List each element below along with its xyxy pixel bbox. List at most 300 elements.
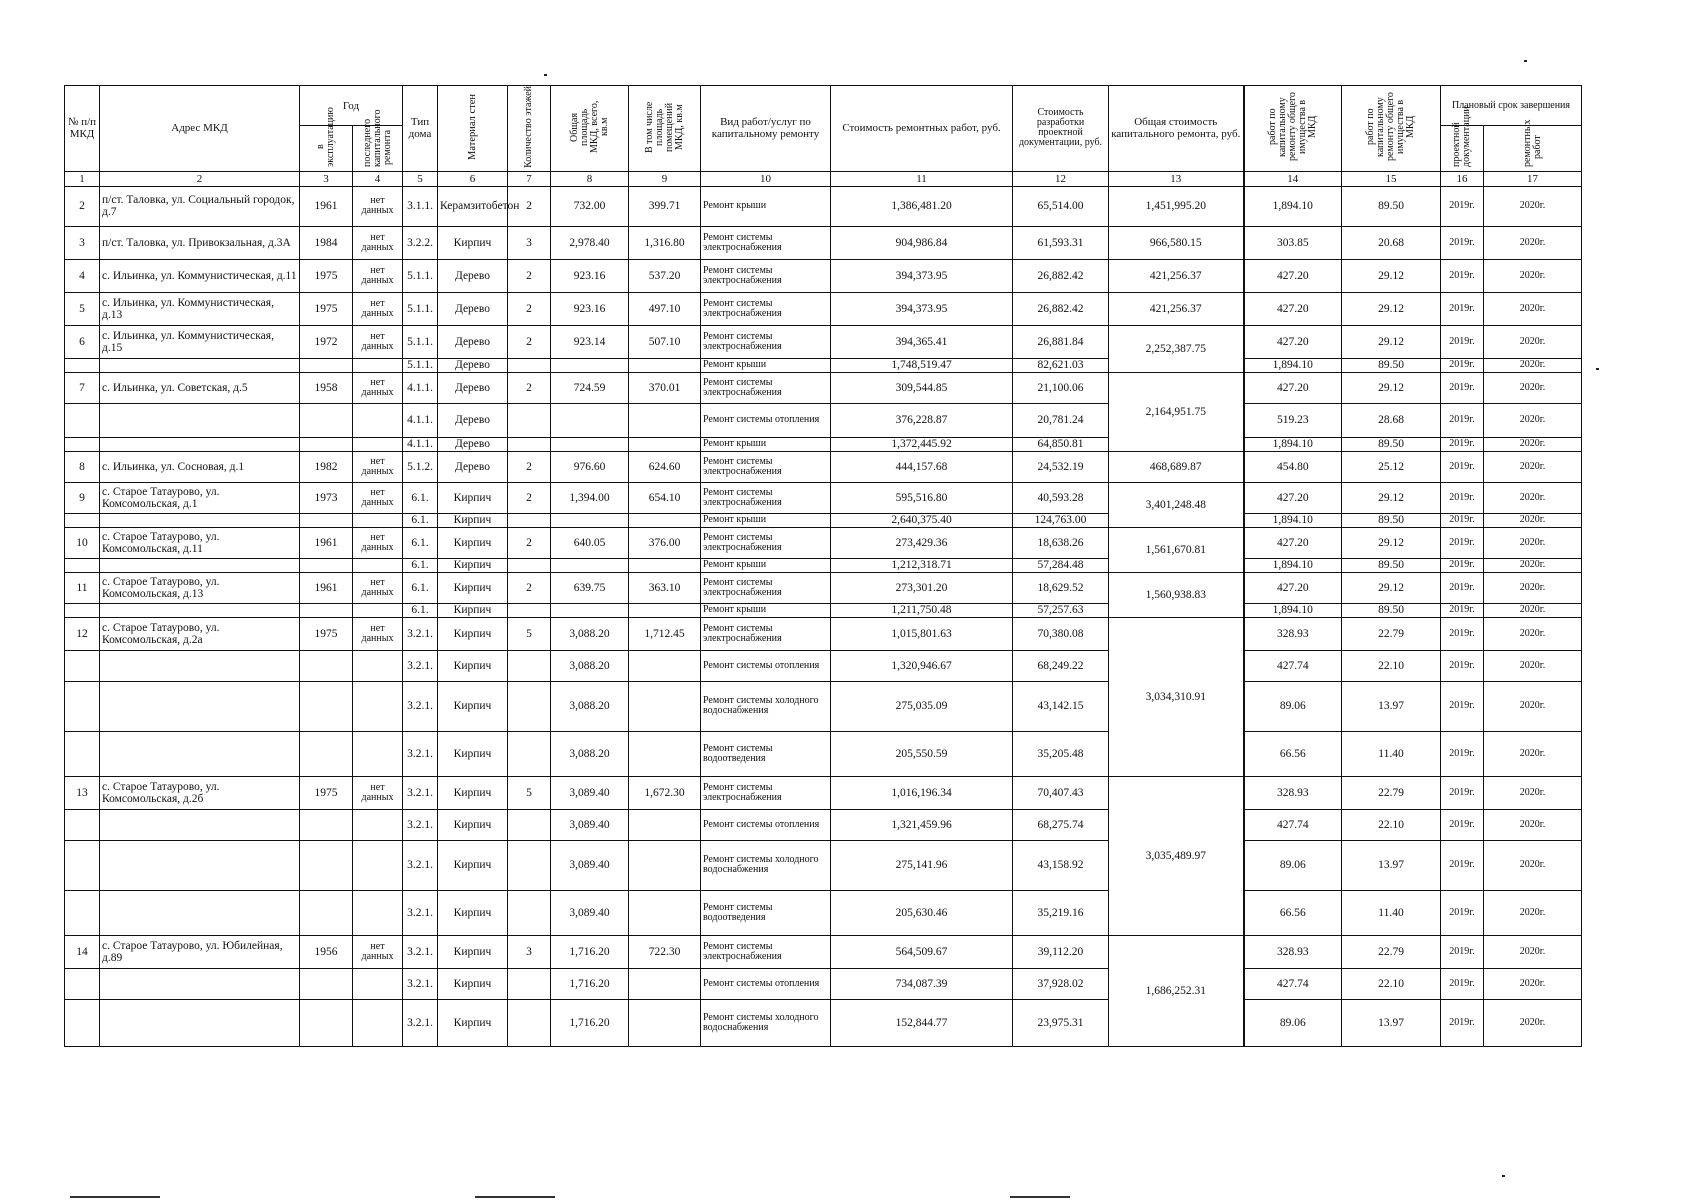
total-area-cell — [551, 558, 629, 572]
design-cost-cell: 43,158.92 — [1013, 840, 1109, 890]
plan-design-cell: 2019г. — [1441, 999, 1484, 1046]
total-area-cell: 923.14 — [551, 325, 629, 358]
address-cell: с. Ильинка, ул. Советская, д.5 — [100, 372, 300, 403]
table-row — [65, 935, 1582, 968]
row-number — [65, 840, 100, 890]
address-cell — [100, 358, 300, 372]
row-number — [65, 358, 100, 372]
unit-cost-1-cell: 1,894.10 — [1244, 603, 1342, 617]
column-number: 5 — [403, 171, 438, 186]
house-type-cell: 5.1.1. — [403, 259, 438, 292]
material-cell: Кирпич — [438, 935, 508, 968]
living-area-cell: 1,712.45 — [629, 617, 701, 650]
table-row — [65, 809, 1582, 840]
house-type-cell: 6.1. — [403, 482, 438, 513]
year-last-cell — [353, 558, 403, 572]
plan-design-cell: 2019г. — [1441, 437, 1484, 451]
unit-cost-2-cell: 29.12 — [1342, 372, 1441, 403]
address-cell — [100, 809, 300, 840]
repair-cost-cell: 309,544.85 — [831, 372, 1013, 403]
material-cell: Кирпич — [438, 650, 508, 681]
total-area-cell: 923.16 — [551, 259, 629, 292]
repair-schedule-sheet — [64, 85, 1581, 1047]
address-cell — [100, 681, 300, 731]
repair-cost-cell: 394,373.95 — [831, 292, 1013, 325]
header-total-cost: Общая стоимость капитального ремонта, руб. — [1109, 86, 1244, 172]
living-area-cell: 722.30 — [629, 935, 701, 968]
unit-cost-2-cell: 89.50 — [1342, 513, 1441, 527]
plan-design-cell: 2019г. — [1441, 292, 1484, 325]
year-exp-cell — [300, 513, 353, 527]
unit-cost-2-cell: 29.12 — [1342, 527, 1441, 558]
plan-design-cell: 2019г. — [1441, 451, 1484, 482]
unit-cost-2-cell: 20.68 — [1342, 226, 1441, 259]
floors-cell: 5 — [508, 776, 551, 809]
header-plan-work: ремонтных работ — [1484, 126, 1582, 171]
plan-design-cell: 2019г. — [1441, 603, 1484, 617]
repair-cost-cell: 1,372,445.92 — [831, 437, 1013, 451]
floors-cell — [508, 840, 551, 890]
material-cell: Керамзитобетон — [438, 186, 508, 226]
house-type-cell: 3.2.1. — [403, 650, 438, 681]
unit-cost-1-cell: 1,894.10 — [1244, 186, 1342, 226]
repair-cost-cell: 1,016,196.34 — [831, 776, 1013, 809]
plan-work-cell: 2020г. — [1484, 403, 1582, 437]
work-type-cell: Ремонт системы отопления — [701, 403, 831, 437]
total-cost-cell: 1,686,252.31 — [1109, 935, 1244, 1046]
floors-cell: 2 — [508, 451, 551, 482]
design-cost-cell: 61,593.31 — [1013, 226, 1109, 259]
total-cost-cell: 966,580.15 — [1109, 226, 1244, 259]
column-number: 6 — [438, 171, 508, 186]
plan-work-cell: 2020г. — [1484, 482, 1582, 513]
table-row — [65, 617, 1582, 650]
column-number: 14 — [1244, 171, 1342, 186]
year-last-cell: нет данных — [353, 292, 403, 325]
plan-design-cell: 2019г. — [1441, 681, 1484, 731]
repair-cost-cell: 564,509.67 — [831, 935, 1013, 968]
table-row — [65, 890, 1582, 935]
header-floors: Количество этажей — [508, 86, 551, 172]
year-last-cell: нет данных — [353, 482, 403, 513]
address-cell — [100, 731, 300, 776]
floors-cell — [508, 809, 551, 840]
column-number: 4 — [353, 171, 403, 186]
house-type-cell: 3.2.1. — [403, 809, 438, 840]
address-cell: с. Старое Татаурово, ул. Комсомольская, д.2б — [100, 776, 300, 809]
repair-cost-cell: 376,228.87 — [831, 403, 1013, 437]
total-cost-cell: 1,561,670.81 — [1109, 527, 1244, 572]
repair-cost-cell: 394,365.41 — [831, 325, 1013, 358]
plan-work-cell: 2020г. — [1484, 259, 1582, 292]
design-cost-cell: 70,380.08 — [1013, 617, 1109, 650]
table-row — [65, 527, 1582, 558]
work-type-cell: Ремонт системы электроснабжения — [701, 482, 831, 513]
living-area-cell — [629, 358, 701, 372]
total-area-cell — [551, 437, 629, 451]
plan-design-cell: 2019г. — [1441, 890, 1484, 935]
column-number: 11 — [831, 171, 1013, 186]
table-row — [65, 437, 1582, 451]
address-cell — [100, 840, 300, 890]
repair-cost-cell: 734,087.39 — [831, 968, 1013, 999]
year-last-cell: нет данных — [353, 572, 403, 603]
total-cost-cell: 3,034,310.91 — [1109, 617, 1244, 776]
living-area-cell — [629, 681, 701, 731]
table-row — [65, 681, 1582, 731]
floors-cell: 2 — [508, 482, 551, 513]
repair-cost-cell: 1,321,459.96 — [831, 809, 1013, 840]
total-area-cell: 2,978.40 — [551, 226, 629, 259]
address-cell: с. Ильинка, ул. Коммунистическая, д.15 — [100, 325, 300, 358]
work-type-cell: Ремонт системы электроснабжения — [701, 292, 831, 325]
plan-work-cell: 2020г. — [1484, 325, 1582, 358]
unit-cost-1-cell: 427.74 — [1244, 968, 1342, 999]
house-type-cell: 5.1.1. — [403, 358, 438, 372]
design-cost-cell: 37,928.02 — [1013, 968, 1109, 999]
table-row — [65, 259, 1582, 292]
column-number: 9 — [629, 171, 701, 186]
plan-design-cell: 2019г. — [1441, 731, 1484, 776]
unit-cost-2-cell: 22.10 — [1342, 650, 1441, 681]
year-last-cell: нет данных — [353, 527, 403, 558]
material-cell: Дерево — [438, 259, 508, 292]
row-number: 12 — [65, 617, 100, 650]
year-last-cell: нет данных — [353, 186, 403, 226]
plan-design-cell: 2019г. — [1441, 403, 1484, 437]
column-number: 17 — [1484, 171, 1582, 186]
material-cell: Дерево — [438, 437, 508, 451]
year-last-cell: нет данных — [353, 259, 403, 292]
total-area-cell: 3,088.20 — [551, 617, 629, 650]
house-type-cell: 6.1. — [403, 572, 438, 603]
design-cost-cell: 26,882.42 — [1013, 292, 1109, 325]
work-type-cell: Ремонт системы электроснабжения — [701, 935, 831, 968]
unit-cost-1-cell: 89.06 — [1244, 681, 1342, 731]
total-cost-cell: 3,401,248.48 — [1109, 482, 1244, 527]
repair-table — [64, 85, 1582, 1047]
year-exp-cell — [300, 809, 353, 840]
table-row — [65, 451, 1582, 482]
plan-design-cell: 2019г. — [1441, 186, 1484, 226]
plan-work-cell: 2020г. — [1484, 650, 1582, 681]
plan-work-cell: 2020г. — [1484, 437, 1582, 451]
work-type-cell: Ремонт системы отопления — [701, 809, 831, 840]
plan-work-cell: 2020г. — [1484, 226, 1582, 259]
design-cost-cell: 82,621.03 — [1013, 358, 1109, 372]
repair-cost-cell: 2,640,375.40 — [831, 513, 1013, 527]
address-cell — [100, 513, 300, 527]
material-cell: Кирпич — [438, 681, 508, 731]
table-row — [65, 325, 1582, 358]
material-cell: Дерево — [438, 403, 508, 437]
house-type-cell: 4.1.1. — [403, 372, 438, 403]
floors-cell — [508, 358, 551, 372]
living-area-cell: 654.10 — [629, 482, 701, 513]
row-number — [65, 650, 100, 681]
year-exp-cell — [300, 403, 353, 437]
table-row — [65, 226, 1582, 259]
table-row — [65, 292, 1582, 325]
unit-cost-2-cell: 29.12 — [1342, 572, 1441, 603]
design-cost-cell: 57,284.48 — [1013, 558, 1109, 572]
material-cell: Кирпич — [438, 572, 508, 603]
floors-cell — [508, 513, 551, 527]
plan-design-cell: 2019г. — [1441, 650, 1484, 681]
material-cell: Кирпич — [438, 809, 508, 840]
year-last-cell: нет данных — [353, 372, 403, 403]
year-exp-cell: 1982 — [300, 451, 353, 482]
year-exp-cell: 1975 — [300, 776, 353, 809]
column-number: 12 — [1013, 171, 1109, 186]
unit-cost-1-cell: 427.20 — [1244, 572, 1342, 603]
unit-cost-1-cell: 454.80 — [1244, 451, 1342, 482]
work-type-cell: Ремонт крыши — [701, 603, 831, 617]
header-unit-cost-2: работ по капитальному ремонту общего имущества в МКД — [1342, 86, 1441, 172]
material-cell: Кирпич — [438, 513, 508, 527]
total-area-cell: 639.75 — [551, 572, 629, 603]
plan-design-cell: 2019г. — [1441, 226, 1484, 259]
table-row — [65, 776, 1582, 809]
unit-cost-1-cell: 427.20 — [1244, 372, 1342, 403]
work-type-cell: Ремонт системы электроснабжения — [701, 259, 831, 292]
table-row — [65, 650, 1582, 681]
material-cell: Кирпич — [438, 226, 508, 259]
row-number: 3 — [65, 226, 100, 259]
unit-cost-1-cell: 427.20 — [1244, 325, 1342, 358]
year-exp-cell: 1975 — [300, 292, 353, 325]
work-type-cell: Ремонт системы электроснабжения — [701, 226, 831, 259]
work-type-cell: Ремонт крыши — [701, 186, 831, 226]
year-exp-cell: 1973 — [300, 482, 353, 513]
column-number: 8 — [551, 171, 629, 186]
house-type-cell: 3.2.1. — [403, 776, 438, 809]
table-row — [65, 513, 1582, 527]
row-number: 13 — [65, 776, 100, 809]
house-type-cell: 3.2.1. — [403, 999, 438, 1046]
plan-work-cell: 2020г. — [1484, 968, 1582, 999]
total-cost-cell: 421,256.37 — [1109, 259, 1244, 292]
header-address: Адрес МКД — [100, 86, 300, 172]
work-type-cell: Ремонт системы электроснабжения — [701, 572, 831, 603]
plan-design-cell: 2019г. — [1441, 527, 1484, 558]
address-cell: с. Ильинка, ул. Сосновая, д.1 — [100, 451, 300, 482]
material-cell: Дерево — [438, 372, 508, 403]
row-number: 8 — [65, 451, 100, 482]
row-number: 11 — [65, 572, 100, 603]
living-area-cell — [629, 840, 701, 890]
table-row — [65, 372, 1582, 403]
material-cell: Кирпич — [438, 558, 508, 572]
plan-work-cell: 2020г. — [1484, 776, 1582, 809]
living-area-cell: 1,316.80 — [629, 226, 701, 259]
row-number: 4 — [65, 259, 100, 292]
work-type-cell: Ремонт системы холодного водоснабжения — [701, 681, 831, 731]
scan-dot — [1596, 368, 1599, 370]
design-cost-cell: 70,407.43 — [1013, 776, 1109, 809]
house-type-cell: 3.2.1. — [403, 968, 438, 999]
design-cost-cell: 124,763.00 — [1013, 513, 1109, 527]
floors-cell: 5 — [508, 617, 551, 650]
unit-cost-2-cell: 22.79 — [1342, 935, 1441, 968]
repair-cost-cell: 1,320,946.67 — [831, 650, 1013, 681]
living-area-cell — [629, 890, 701, 935]
year-exp-cell: 1975 — [300, 259, 353, 292]
material-cell: Дерево — [438, 292, 508, 325]
year-last-cell — [353, 809, 403, 840]
work-type-cell: Ремонт системы водоотведения — [701, 731, 831, 776]
plan-design-cell: 2019г. — [1441, 840, 1484, 890]
header-year: Год — [300, 86, 403, 126]
year-exp-cell: 1975 — [300, 617, 353, 650]
table-row — [65, 558, 1582, 572]
floors-cell: 3 — [508, 226, 551, 259]
total-area-cell: 3,088.20 — [551, 731, 629, 776]
row-number: 10 — [65, 527, 100, 558]
plan-work-cell: 2020г. — [1484, 513, 1582, 527]
unit-cost-1-cell: 303.85 — [1244, 226, 1342, 259]
design-cost-cell: 23,975.31 — [1013, 999, 1109, 1046]
row-number — [65, 403, 100, 437]
unit-cost-2-cell: 29.12 — [1342, 259, 1441, 292]
repair-cost-cell: 273,301.20 — [831, 572, 1013, 603]
header-total-area: Общая площадь МКД, всего, кв.м — [551, 86, 629, 172]
unit-cost-1-cell: 1,894.10 — [1244, 358, 1342, 372]
address-cell: п/ст. Таловка, ул. Привокзальная, д.3А — [100, 226, 300, 259]
floors-cell: 2 — [508, 572, 551, 603]
address-cell: с. Старое Татаурово, ул. Юбилейная, д.89 — [100, 935, 300, 968]
living-area-cell — [629, 558, 701, 572]
house-type-cell: 3.1.1. — [403, 186, 438, 226]
address-cell — [100, 999, 300, 1046]
work-type-cell: Ремонт системы холодного водоснабжения — [701, 999, 831, 1046]
house-type-cell: 6.1. — [403, 603, 438, 617]
year-exp-cell — [300, 731, 353, 776]
repair-cost-cell: 904,986.84 — [831, 226, 1013, 259]
header-plan-design: проектной документации — [1441, 126, 1484, 171]
plan-work-cell: 2020г. — [1484, 603, 1582, 617]
repair-cost-cell: 275,141.96 — [831, 840, 1013, 890]
floors-cell — [508, 968, 551, 999]
header-repair-cost: Стоимость ремонтных работ, руб. — [831, 86, 1013, 172]
plan-design-cell: 2019г. — [1441, 935, 1484, 968]
material-cell: Дерево — [438, 358, 508, 372]
plan-design-cell: 2019г. — [1441, 572, 1484, 603]
header-unit-cost-1: работ по капитальному ремонту общего имущества в МКД — [1244, 86, 1342, 172]
unit-cost-1-cell: 328.93 — [1244, 617, 1342, 650]
year-last-cell — [353, 968, 403, 999]
year-last-cell — [353, 403, 403, 437]
row-number — [65, 890, 100, 935]
total-area-cell: 3,088.20 — [551, 650, 629, 681]
year-last-cell — [353, 358, 403, 372]
repair-cost-cell: 152,844.77 — [831, 999, 1013, 1046]
year-last-cell: нет данных — [353, 325, 403, 358]
row-number — [65, 681, 100, 731]
total-cost-cell: 1,451,995.20 — [1109, 186, 1244, 226]
column-number: 3 — [300, 171, 353, 186]
repair-cost-cell: 1,212,318.71 — [831, 558, 1013, 572]
year-exp-cell: 1956 — [300, 935, 353, 968]
unit-cost-2-cell: 89.50 — [1342, 437, 1441, 451]
address-cell — [100, 890, 300, 935]
unit-cost-2-cell: 29.12 — [1342, 482, 1441, 513]
material-cell: Кирпич — [438, 527, 508, 558]
row-number: 14 — [65, 935, 100, 968]
unit-cost-1-cell: 66.56 — [1244, 731, 1342, 776]
plan-work-cell: 2020г. — [1484, 372, 1582, 403]
design-cost-cell: 24,532.19 — [1013, 451, 1109, 482]
living-area-cell: 537.20 — [629, 259, 701, 292]
table-row — [65, 403, 1582, 437]
table-row — [65, 186, 1582, 226]
design-cost-cell: 65,514.00 — [1013, 186, 1109, 226]
living-area-cell — [629, 650, 701, 681]
row-number: 6 — [65, 325, 100, 358]
plan-work-cell: 2020г. — [1484, 731, 1582, 776]
plan-design-cell: 2019г. — [1441, 513, 1484, 527]
plan-work-cell: 2020г. — [1484, 572, 1582, 603]
design-cost-cell: 20,781.24 — [1013, 403, 1109, 437]
living-area-cell: 399.71 — [629, 186, 701, 226]
repair-cost-cell: 444,157.68 — [831, 451, 1013, 482]
unit-cost-1-cell: 1,894.10 — [1244, 558, 1342, 572]
floors-cell: 2 — [508, 259, 551, 292]
header-work-type: Вид работ/услуг по капитальному ремонту — [701, 86, 831, 172]
table-row — [65, 572, 1582, 603]
total-area-cell: 3,089.40 — [551, 840, 629, 890]
total-area-cell — [551, 403, 629, 437]
work-type-cell: Ремонт системы холодного водоснабжения — [701, 840, 831, 890]
year-last-cell — [353, 999, 403, 1046]
table-row — [65, 968, 1582, 999]
unit-cost-1-cell: 66.56 — [1244, 890, 1342, 935]
design-cost-cell: 43,142.15 — [1013, 681, 1109, 731]
work-type-cell: Ремонт системы электроснабжения — [701, 776, 831, 809]
total-area-cell: 1,716.20 — [551, 999, 629, 1046]
design-cost-cell: 26,881.84 — [1013, 325, 1109, 358]
work-type-cell: Ремонт системы водоотведения — [701, 890, 831, 935]
plan-design-cell: 2019г. — [1441, 372, 1484, 403]
total-area-cell: 724.59 — [551, 372, 629, 403]
address-cell: с. Старое Татаурово, ул. Комсомольская, д.2а — [100, 617, 300, 650]
plan-work-cell: 2020г. — [1484, 809, 1582, 840]
work-type-cell: Ремонт системы электроснабжения — [701, 325, 831, 358]
scan-line — [475, 1196, 555, 1198]
material-cell: Кирпич — [438, 890, 508, 935]
year-exp-cell — [300, 603, 353, 617]
year-last-cell — [353, 681, 403, 731]
house-type-cell: 4.1.1. — [403, 437, 438, 451]
design-cost-cell: 35,205.48 — [1013, 731, 1109, 776]
unit-cost-2-cell: 89.50 — [1342, 603, 1441, 617]
year-exp-cell — [300, 681, 353, 731]
header-year-last: последнего капитального ремонта — [353, 126, 403, 171]
floors-cell — [508, 558, 551, 572]
floors-cell: 2 — [508, 527, 551, 558]
work-type-cell: Ремонт системы отопления — [701, 968, 831, 999]
total-area-cell: 3,089.40 — [551, 776, 629, 809]
floors-cell — [508, 890, 551, 935]
unit-cost-1-cell: 328.93 — [1244, 935, 1342, 968]
work-type-cell: Ремонт системы электроснабжения — [701, 372, 831, 403]
header-plan: Плановый срок завершения — [1441, 86, 1582, 126]
header-year-exp: в эксплуатацию — [300, 126, 353, 171]
year-exp-cell — [300, 840, 353, 890]
year-exp-cell — [300, 358, 353, 372]
plan-work-cell: 2020г. — [1484, 451, 1582, 482]
total-area-cell: 923.16 — [551, 292, 629, 325]
